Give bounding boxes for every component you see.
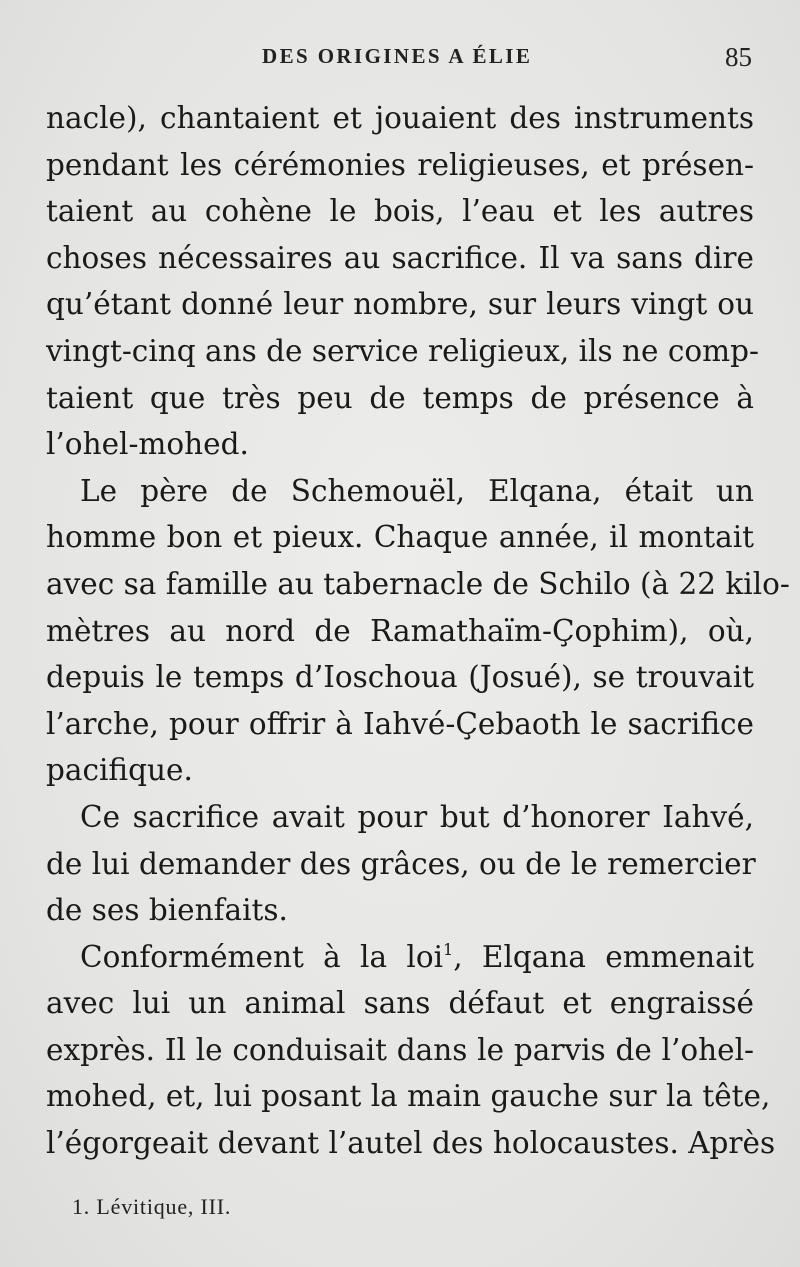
text-line: depuis le temps d’Ioschoua (Josué), se trouvait <box>46 660 754 695</box>
text-line: l’égorgeait devant l’autel des holocaustes. Après <box>46 1126 776 1161</box>
paragraph-4 <box>46 934 776 1167</box>
text-line: avec lui un animal sans défaut et engraissé <box>46 986 754 1021</box>
text-line: l’ohel-mohed. <box>46 427 249 462</box>
text-line: Le père de Schemouël, Elqana, était un <box>80 473 754 508</box>
text-fragment: , Elqana emmenait <box>453 939 754 974</box>
text-line: mètres au nord de Ramathaïm-Çophim), où, <box>46 613 754 648</box>
text-line: homme bon et pieux. Chaque année, il montait <box>46 520 754 555</box>
running-title: DES ORIGINES A ÉLIE <box>262 44 533 68</box>
text-line: exprès. Il le conduisait dans le parvis de l’ohel- <box>46 1032 754 1067</box>
paragraph-1 <box>46 95 759 468</box>
text-line: de lui demander des grâces, ou de le remercier <box>46 846 756 881</box>
paragraph-3 <box>46 794 754 934</box>
text-line: avec sa famille au tabernacle de Schilo (à 22 kilo- <box>46 566 790 601</box>
text-line: de ses bienfaits. <box>46 893 288 928</box>
text-line: pacifique. <box>46 753 193 788</box>
text-line: qu’étant donné leur nombre, sur leurs vingt ou <box>46 287 754 322</box>
footnote-reference: 1 <box>443 939 454 959</box>
text-line <box>46 934 754 981</box>
paragraph-2 <box>46 468 790 794</box>
text-fragment: Conformément à la loi <box>80 939 444 974</box>
footnote: 1. Lévitique, III. <box>72 1194 232 1219</box>
running-head <box>0 42 800 74</box>
text-line: vingt-cinq ans de service religieux, ils ne comp- <box>46 333 759 368</box>
text-line: Ce sacrifice avait pour but d’honorer Iahvé, <box>80 799 754 834</box>
body-text <box>46 95 790 1167</box>
page-number: 85 <box>725 42 752 72</box>
text-line: l’arche, pour offrir à Iahvé-Çebaoth le sacrifice <box>46 706 754 741</box>
text-line: taient au cohène le bois, l’eau et les autres <box>46 194 754 229</box>
text-line: mohed, et, lui posant la main gauche sur la tête, <box>46 1079 771 1114</box>
text-line: choses nécessaires au sacrifice. Il va sans dire <box>46 240 754 275</box>
text-line: taient que très peu de temps de présence à <box>46 380 754 415</box>
text-line: nacle), chantaient et jouaient des instruments <box>46 101 754 135</box>
text-line: pendant les cérémonies religieuses, et présen- <box>46 147 754 182</box>
